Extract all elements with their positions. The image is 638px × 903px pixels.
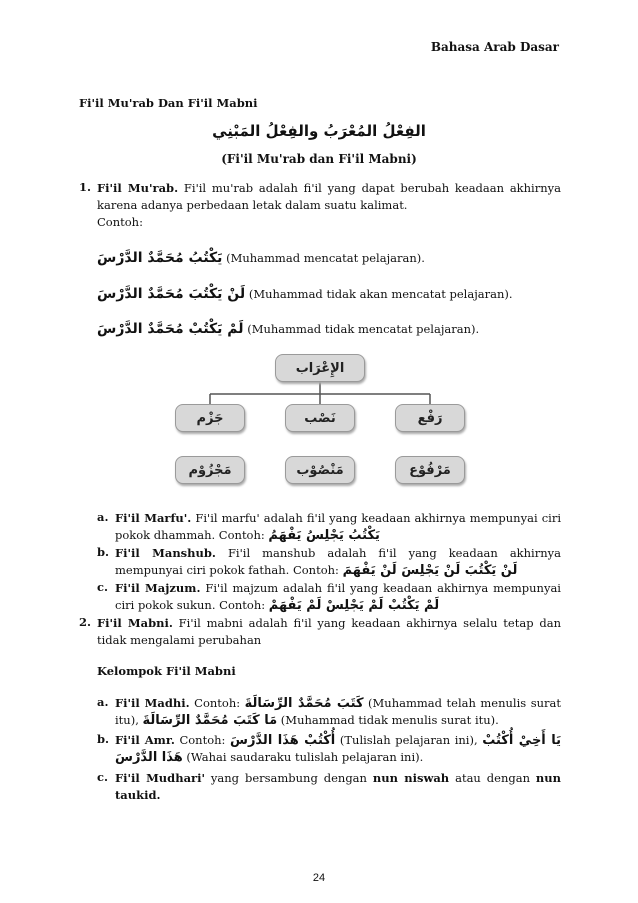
- item1-term: Fi'il Mu'rab.: [97, 181, 179, 195]
- mabni-c-label: c.: [97, 770, 109, 784]
- mabni-a-meaning2: (Muhammad tidak menulis surat itu).: [277, 713, 499, 727]
- mabni-b-term: Fi'il Amr.: [115, 733, 175, 747]
- sub-c-text: Fi'il majzum adalah fi'il yang keadaan akhirnya mempunyai ciri pokok sukun. Contoh:: [115, 581, 561, 612]
- diagram-jazm-box: جَزْم: [175, 404, 245, 432]
- diagram-nashb-box: نَصْب: [285, 404, 355, 432]
- mabni-b-meaning1: (Tulislah pelajaran ini),: [335, 733, 483, 747]
- item2-paragraph: [97, 615, 561, 649]
- mabni-b-arabic2: يَا أَخِيْ أُكْتُبْ هَذَا الدَّرْسَ: [115, 733, 561, 765]
- mabni-c-text2: atau dengan: [449, 771, 536, 785]
- item2-number: 2.: [79, 615, 92, 629]
- mabni-a-arabic1: كَتَبَ مُحَمَّدٌ الرِّسَالَةَ: [244, 696, 364, 711]
- sub-a-term: Fi'il Marfu'.: [115, 511, 192, 525]
- title-latin: (Fi'il Mu'rab dan Fi'il Mabni): [221, 152, 417, 166]
- example-1-arabic: يَكْتُبُ مُحَمَّدٌ الدَّرْسَ: [97, 250, 223, 266]
- mabni-b-arabic1: أُكْتُبْ هَذَا الدَّرْسَ: [230, 733, 336, 748]
- item1-number: 1.: [79, 180, 92, 194]
- diagram-root-box: الإِعْرَاب: [275, 354, 365, 382]
- section-title: Fi'il Mu'rab Dan Fi'il Mabni: [79, 96, 258, 110]
- sub-a-label: a.: [97, 510, 109, 524]
- item2-text: Fi'il mabni adalah fi'il yang keadaan akhirnya selalu tetap dan tidak mengalami perubahan: [97, 616, 561, 647]
- sub-b-arabic: لَنْ يَكْتُبَ لَنْ يَجْلِسَ لَنْ يَفْهَمَ: [342, 563, 518, 578]
- item2-term: Fi'il Mabni.: [97, 616, 173, 630]
- mabni-c-paragraph: [115, 770, 561, 804]
- item1-paragraph: [97, 180, 561, 231]
- mabni-c-text1: yang bersambung dengan: [204, 771, 373, 785]
- mabni-a-paragraph: [115, 695, 561, 729]
- sub-c-term: Fi'il Majzum.: [115, 581, 201, 595]
- mabni-b-label: b.: [97, 732, 110, 746]
- page-number: 24: [312, 872, 326, 884]
- example-2-arabic: لَنْ يَكْتُبَ مُحَمَّدٌ الدَّرْسَ: [97, 286, 246, 302]
- mabni-b-paragraph: [115, 732, 561, 766]
- example-3-arabic: لَمْ يَكْتُبْ مُحَمَّدٌ الدَّرْسَ: [97, 321, 244, 337]
- example-3-meaning: (Muhammad tidak mencatat pelajaran).: [247, 322, 480, 336]
- sub-a-arabic: يَكْتُبُ يَجْلِسُ يَفْهَمُ: [268, 528, 380, 543]
- kelompok-title: Kelompok Fi'il Mabni: [97, 664, 236, 678]
- item1-text: Fi'il mu'rab adalah fi'il yang dapat berubah keadaan akhirnya karena adanya perbedaan letak dalam suatu kalimat.: [97, 181, 561, 212]
- sub-c-label: c.: [97, 580, 109, 594]
- running-header: Bahasa Arab Dasar: [430, 40, 559, 54]
- irab-diagram: [175, 352, 465, 492]
- mabni-c-bold1: nun niswah: [372, 771, 450, 785]
- example-2-meaning: (Muhammad tidak akan mencatat pelajaran).: [248, 287, 513, 301]
- sub-b-paragraph: [115, 545, 561, 579]
- mabni-c-bold2: nun taukid.: [115, 771, 561, 802]
- diagram-marfu-box: مَرْفُوْع: [395, 456, 465, 484]
- sub-c-arabic: لَمْ يَكْتُبْ لَمْ يَجْلِسْ لَمْ يَفْهَمْ: [268, 598, 440, 613]
- example-2: [97, 286, 513, 302]
- example-1: [97, 250, 425, 266]
- sub-b-label: b.: [97, 545, 110, 559]
- sub-b-text: Fi'il manshub adalah fi'il yang keadaan akhirnya mempunyai ciri pokok fathah. Contoh:: [115, 546, 561, 577]
- diagram-raf-box: رَفْع: [395, 404, 465, 432]
- example-1-meaning: (Muhammad mencatat pelajaran).: [226, 251, 425, 265]
- mabni-a-label: a.: [97, 695, 109, 709]
- sub-a-text: Fi'il marfu' adalah fi'il yang keadaan akhirnya mempunyai ciri pokok dhammah. Contoh:: [115, 511, 561, 542]
- mabni-a-term: Fi'il Madhi.: [115, 696, 190, 710]
- mabni-b-contoh: Contoh:: [174, 733, 230, 747]
- item1-contoh: Contoh:: [97, 215, 143, 229]
- sub-b-term: Fi'il Manshub.: [115, 546, 216, 560]
- mabni-a-meaning1: (Muhammad telah menulis surat itu),: [115, 696, 561, 727]
- diagram-manshub-box: مَنْصُوْب: [285, 456, 355, 484]
- diagram-majzum-box: مَجْزُوْم: [175, 456, 245, 484]
- mabni-a-arabic2: مَا كَتَبَ مُحَمَّدٌ الرِّسَالَةَ: [142, 713, 278, 728]
- mabni-c-term: Fi'il Mudhari': [115, 771, 205, 785]
- example-3: [97, 321, 479, 337]
- mabni-b-meaning2: (Wahai saudaraku tulislah pelajaran ini).: [182, 750, 424, 764]
- sub-c-paragraph: [115, 580, 561, 614]
- sub-a-paragraph: [115, 510, 561, 544]
- title-arabic: الفِعْلُ المُعْرَبُ والفِعْلُ المَبْنِي: [212, 122, 426, 140]
- mabni-a-contoh: Contoh:: [189, 696, 245, 710]
